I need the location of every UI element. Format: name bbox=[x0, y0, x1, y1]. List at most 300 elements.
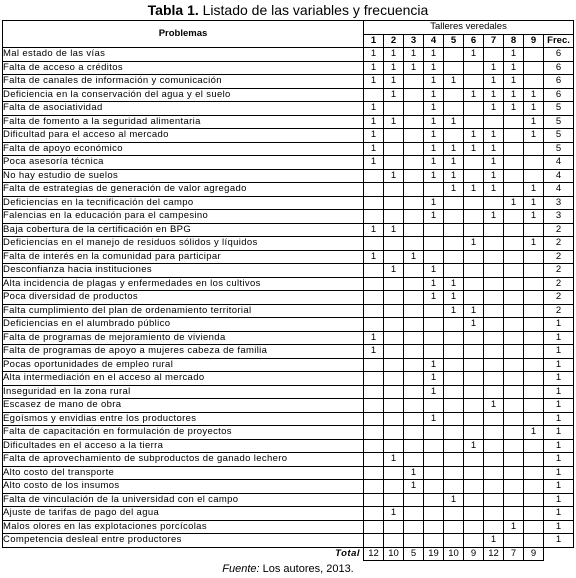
workshop-mark-cell bbox=[464, 345, 484, 359]
table-row bbox=[3, 61, 574, 75]
workshop-mark-cell bbox=[404, 169, 424, 183]
workshop-mark-cell bbox=[364, 493, 384, 507]
workshop-mark-cell bbox=[484, 115, 504, 129]
frequency-cell: 2 bbox=[544, 223, 574, 237]
workshop-mark-cell: 1 bbox=[384, 75, 404, 89]
workshop-mark-cell bbox=[504, 453, 524, 467]
frequency-cell: 2 bbox=[544, 237, 574, 251]
workshop-mark-cell bbox=[424, 520, 444, 534]
frequency-cell: 1 bbox=[544, 412, 574, 426]
workshop-mark-cell: 1 bbox=[364, 115, 384, 129]
workshop-mark-cell: 1 bbox=[464, 318, 484, 332]
workshop-mark-cell bbox=[384, 250, 404, 264]
workshop-mark-cell bbox=[384, 426, 404, 440]
workshop-mark-cell bbox=[424, 331, 444, 345]
workshop-mark-cell bbox=[404, 385, 424, 399]
problem-name: Dificultad para el acceso al mercado bbox=[3, 129, 364, 143]
table-row bbox=[3, 48, 574, 62]
workshop-mark-cell: 1 bbox=[504, 196, 524, 210]
workshop-mark-cell bbox=[504, 534, 524, 548]
workshop-mark-cell bbox=[484, 466, 504, 480]
workshop-mark-cell bbox=[364, 318, 384, 332]
frequency-cell: 3 bbox=[544, 210, 574, 224]
workshop-mark-cell bbox=[444, 264, 464, 278]
workshop-mark-cell: 1 bbox=[424, 169, 444, 183]
workshop-mark-cell: 1 bbox=[484, 61, 504, 75]
workshop-mark-cell bbox=[524, 250, 544, 264]
workshop-mark-cell: 1 bbox=[384, 115, 404, 129]
total-value-cell: 10 bbox=[444, 547, 464, 561]
workshop-mark-cell bbox=[364, 453, 384, 467]
workshop-mark-cell: 1 bbox=[484, 534, 504, 548]
workshop-mark-cell bbox=[524, 493, 544, 507]
workshop-mark-cell bbox=[364, 466, 384, 480]
workshop-mark-cell bbox=[464, 399, 484, 413]
table-source bbox=[0, 563, 576, 575]
workshop-mark-cell bbox=[444, 358, 464, 372]
workshop-mark-cell: 1 bbox=[444, 183, 464, 197]
workshop-mark-cell: 1 bbox=[424, 291, 444, 305]
workshop-mark-cell bbox=[524, 61, 544, 75]
workshop-mark-cell bbox=[524, 304, 544, 318]
workshop-mark-cell bbox=[484, 493, 504, 507]
workshop-mark-cell: 1 bbox=[364, 102, 384, 116]
table-row bbox=[3, 507, 574, 521]
workshop-mark-cell bbox=[504, 223, 524, 237]
workshop-mark-cell bbox=[404, 318, 424, 332]
workshop-mark-cell bbox=[404, 426, 424, 440]
workshop-mark-cell: 1 bbox=[484, 183, 504, 197]
workshop-mark-cell bbox=[504, 156, 524, 170]
workshop-mark-cell: 1 bbox=[444, 304, 464, 318]
workshop-mark-cell bbox=[484, 291, 504, 305]
frequency-cell: 1 bbox=[544, 534, 574, 548]
workshop-mark-cell bbox=[484, 520, 504, 534]
workshop-mark-cell bbox=[484, 237, 504, 251]
workshop-mark-cell bbox=[484, 318, 504, 332]
workshop-mark-cell bbox=[484, 250, 504, 264]
workshop-mark-cell bbox=[384, 534, 404, 548]
workshop-mark-cell bbox=[464, 156, 484, 170]
workshop-mark-cell bbox=[464, 75, 484, 89]
workshop-mark-cell bbox=[364, 88, 384, 102]
workshop-mark-cell bbox=[444, 426, 464, 440]
workshop-mark-cell bbox=[364, 534, 384, 548]
source-text: Los autores, 2013. bbox=[259, 563, 354, 575]
problem-name: Escasez de mano de obra bbox=[3, 399, 364, 413]
workshop-mark-cell bbox=[364, 480, 384, 494]
workshop-mark-cell bbox=[524, 466, 544, 480]
workshop-mark-cell bbox=[484, 426, 504, 440]
workshop-mark-cell bbox=[404, 183, 424, 197]
table-row bbox=[3, 129, 574, 143]
total-value-cell: 9 bbox=[524, 547, 544, 561]
problem-name: Falta de programas de apoyo a mujeres cabeza de familia bbox=[3, 345, 364, 359]
workshop-mark-cell: 1 bbox=[384, 223, 404, 237]
workshop-mark-cell bbox=[524, 331, 544, 345]
workshop-mark-cell bbox=[384, 493, 404, 507]
workshop-mark-cell: 1 bbox=[364, 345, 384, 359]
workshop-mark-cell bbox=[424, 534, 444, 548]
header-workshop-5: 5 bbox=[444, 34, 464, 48]
workshop-mark-cell bbox=[524, 318, 544, 332]
workshop-mark-cell: 1 bbox=[424, 102, 444, 116]
table-row bbox=[3, 142, 574, 156]
workshop-mark-cell: 1 bbox=[424, 75, 444, 89]
total-value-cell: 7 bbox=[504, 547, 524, 561]
workshop-mark-cell: 1 bbox=[504, 48, 524, 62]
workshop-mark-cell: 1 bbox=[364, 61, 384, 75]
problem-name: Falta de interés en la comunidad para participar bbox=[3, 250, 364, 264]
workshop-mark-cell bbox=[444, 466, 464, 480]
totals-row bbox=[3, 547, 574, 561]
workshop-mark-cell bbox=[504, 358, 524, 372]
workshop-mark-cell: 1 bbox=[484, 142, 504, 156]
workshop-mark-cell bbox=[384, 210, 404, 224]
header-workshop-3: 3 bbox=[404, 34, 424, 48]
workshop-mark-cell bbox=[484, 277, 504, 291]
workshop-mark-cell bbox=[384, 358, 404, 372]
workshop-mark-cell bbox=[424, 345, 444, 359]
table-row bbox=[3, 345, 574, 359]
workshop-mark-cell: 1 bbox=[424, 142, 444, 156]
workshop-mark-cell bbox=[484, 412, 504, 426]
frequency-cell: 1 bbox=[544, 480, 574, 494]
problem-name: Pocas oportunidades de empleo rural bbox=[3, 358, 364, 372]
workshop-mark-cell: 1 bbox=[524, 183, 544, 197]
caption-text: Listado de las variables y frecuencia bbox=[198, 2, 429, 18]
workshop-mark-cell bbox=[464, 277, 484, 291]
workshop-mark-cell bbox=[384, 466, 404, 480]
workshop-mark-cell bbox=[504, 250, 524, 264]
total-value-cell: 12 bbox=[484, 547, 504, 561]
workshop-mark-cell bbox=[524, 156, 544, 170]
workshop-mark-cell bbox=[464, 115, 484, 129]
table-row bbox=[3, 277, 574, 291]
header-workshop-9: 9 bbox=[524, 34, 544, 48]
problem-name: Poca diversidad de productos bbox=[3, 291, 364, 305]
workshop-mark-cell: 1 bbox=[524, 237, 544, 251]
frequency-cell: 1 bbox=[544, 345, 574, 359]
table-row bbox=[3, 534, 574, 548]
workshop-mark-cell bbox=[384, 480, 404, 494]
workshop-mark-cell bbox=[404, 264, 424, 278]
workshop-mark-cell: 1 bbox=[524, 88, 544, 102]
workshop-mark-cell bbox=[404, 237, 424, 251]
workshop-mark-cell bbox=[444, 439, 464, 453]
workshop-mark-cell: 1 bbox=[364, 129, 384, 143]
workshop-mark-cell bbox=[504, 480, 524, 494]
frequency-cell: 5 bbox=[544, 102, 574, 116]
table-row bbox=[3, 156, 574, 170]
workshop-mark-cell bbox=[364, 426, 384, 440]
workshop-mark-cell bbox=[484, 453, 504, 467]
frequency-cell: 1 bbox=[544, 507, 574, 521]
workshop-mark-cell: 1 bbox=[524, 210, 544, 224]
table-row bbox=[3, 372, 574, 386]
workshop-mark-cell: 1 bbox=[384, 453, 404, 467]
problem-name: Egoísmos y envidias entre los productores bbox=[3, 412, 364, 426]
problem-name: Dificultades en el acceso a la tierra bbox=[3, 439, 364, 453]
workshop-mark-cell bbox=[364, 196, 384, 210]
workshop-mark-cell bbox=[404, 493, 424, 507]
workshop-mark-cell bbox=[464, 507, 484, 521]
frequency-cell: 2 bbox=[544, 304, 574, 318]
workshop-mark-cell bbox=[404, 210, 424, 224]
table-row bbox=[3, 331, 574, 345]
problem-name: Falta de capacitación en formulación de proyectos bbox=[3, 426, 364, 440]
workshop-mark-cell bbox=[404, 75, 424, 89]
workshop-mark-cell bbox=[444, 534, 464, 548]
workshop-mark-cell bbox=[464, 493, 484, 507]
workshop-mark-cell bbox=[464, 264, 484, 278]
workshop-mark-cell: 1 bbox=[424, 61, 444, 75]
workshop-mark-cell bbox=[464, 250, 484, 264]
workshop-mark-cell: 1 bbox=[504, 61, 524, 75]
workshop-mark-cell bbox=[504, 304, 524, 318]
workshop-mark-cell bbox=[524, 345, 544, 359]
frequency-cell: 6 bbox=[544, 88, 574, 102]
frequency-cell: 1 bbox=[544, 399, 574, 413]
workshop-mark-cell bbox=[504, 210, 524, 224]
problem-name: Ajuste de tarifas de pago del agua bbox=[3, 507, 364, 521]
workshop-mark-cell bbox=[364, 237, 384, 251]
table-row bbox=[3, 115, 574, 129]
workshop-mark-cell bbox=[504, 399, 524, 413]
table-row bbox=[3, 385, 574, 399]
workshop-mark-cell bbox=[464, 534, 484, 548]
table-row bbox=[3, 399, 574, 413]
workshop-mark-cell bbox=[444, 507, 464, 521]
frequency-cell: 3 bbox=[544, 196, 574, 210]
workshop-mark-cell bbox=[504, 331, 524, 345]
workshop-mark-cell bbox=[444, 237, 464, 251]
workshop-mark-cell bbox=[464, 520, 484, 534]
workshop-mark-cell bbox=[404, 507, 424, 521]
workshop-mark-cell bbox=[464, 291, 484, 305]
frequency-cell: 1 bbox=[544, 493, 574, 507]
workshop-mark-cell: 1 bbox=[464, 183, 484, 197]
workshop-mark-cell: 1 bbox=[424, 210, 444, 224]
workshop-mark-cell bbox=[424, 453, 444, 467]
workshop-mark-cell bbox=[404, 534, 424, 548]
workshop-mark-cell: 1 bbox=[464, 439, 484, 453]
problem-name: Falta de aprovechamiento de subproductos de ganado lechero bbox=[3, 453, 364, 467]
frequency-cell: 1 bbox=[544, 385, 574, 399]
frequency-cell: 4 bbox=[544, 156, 574, 170]
problem-name: Deficiencias en el manejo de residuos sólidos y líquidos bbox=[3, 237, 364, 251]
workshop-mark-cell bbox=[404, 439, 424, 453]
workshop-mark-cell: 1 bbox=[404, 466, 424, 480]
table-row bbox=[3, 453, 574, 467]
frequency-cell: 1 bbox=[544, 318, 574, 332]
workshop-mark-cell bbox=[384, 318, 404, 332]
workshop-mark-cell: 1 bbox=[464, 304, 484, 318]
workshop-mark-cell bbox=[484, 48, 504, 62]
workshop-mark-cell bbox=[424, 304, 444, 318]
workshop-mark-cell bbox=[504, 507, 524, 521]
header-workshop-8: 8 bbox=[504, 34, 524, 48]
workshop-mark-cell bbox=[504, 345, 524, 359]
problem-name: Falta de estrategias de generación de valor agregado bbox=[3, 183, 364, 197]
workshop-mark-cell bbox=[524, 399, 544, 413]
table-row bbox=[3, 304, 574, 318]
problem-name: Falencias en la educación para el campesino bbox=[3, 210, 364, 224]
table-row bbox=[3, 426, 574, 440]
problem-name: Falta de fomento a la seguridad alimentaria bbox=[3, 115, 364, 129]
workshop-mark-cell bbox=[404, 372, 424, 386]
workshop-mark-cell bbox=[404, 156, 424, 170]
workshop-mark-cell bbox=[384, 372, 404, 386]
workshop-mark-cell bbox=[424, 507, 444, 521]
workshop-mark-cell bbox=[404, 358, 424, 372]
workshop-mark-cell bbox=[404, 142, 424, 156]
workshop-mark-cell bbox=[524, 372, 544, 386]
workshop-mark-cell: 1 bbox=[444, 115, 464, 129]
workshop-mark-cell bbox=[464, 61, 484, 75]
workshop-mark-cell bbox=[404, 520, 424, 534]
workshop-mark-cell bbox=[364, 304, 384, 318]
workshop-mark-cell: 1 bbox=[384, 169, 404, 183]
table-row bbox=[3, 75, 574, 89]
workshop-mark-cell bbox=[524, 48, 544, 62]
variables-frequency-table bbox=[2, 20, 574, 561]
workshop-mark-cell: 1 bbox=[504, 75, 524, 89]
workshop-mark-cell bbox=[364, 277, 384, 291]
workshop-mark-cell bbox=[484, 196, 504, 210]
frequency-cell: 4 bbox=[544, 169, 574, 183]
workshop-mark-cell bbox=[364, 399, 384, 413]
frequency-cell: 2 bbox=[544, 250, 574, 264]
workshop-mark-cell bbox=[444, 196, 464, 210]
workshop-mark-cell bbox=[384, 156, 404, 170]
workshop-mark-cell bbox=[364, 372, 384, 386]
workshop-mark-cell: 1 bbox=[424, 48, 444, 62]
table-row bbox=[3, 480, 574, 494]
table-row bbox=[3, 183, 574, 197]
workshop-mark-cell bbox=[384, 331, 404, 345]
table-row bbox=[3, 88, 574, 102]
problem-name: Falta de canales de información y comunicación bbox=[3, 75, 364, 89]
workshop-mark-cell bbox=[404, 102, 424, 116]
workshop-mark-cell bbox=[364, 520, 384, 534]
problem-name: Falta de acceso a créditos bbox=[3, 61, 364, 75]
workshop-mark-cell bbox=[364, 385, 384, 399]
workshop-mark-cell bbox=[464, 466, 484, 480]
workshop-mark-cell bbox=[464, 426, 484, 440]
frequency-cell: 4 bbox=[544, 183, 574, 197]
total-label: Total bbox=[335, 547, 360, 559]
workshop-mark-cell bbox=[384, 142, 404, 156]
header-frecuencia: Frec. bbox=[544, 34, 574, 48]
frequency-cell: 1 bbox=[544, 439, 574, 453]
header-talleres-veredales: Talleres veredales bbox=[364, 21, 574, 35]
problem-name: Desconfianza hacia instituciones bbox=[3, 264, 364, 278]
workshop-mark-cell: 1 bbox=[464, 129, 484, 143]
frequency-cell: 1 bbox=[544, 372, 574, 386]
workshop-mark-cell: 1 bbox=[424, 196, 444, 210]
workshop-mark-cell bbox=[484, 480, 504, 494]
workshop-mark-cell bbox=[444, 129, 464, 143]
workshop-mark-cell bbox=[424, 250, 444, 264]
source-label: Fuente: bbox=[222, 563, 260, 575]
table-row bbox=[3, 223, 574, 237]
workshop-mark-cell bbox=[524, 223, 544, 237]
workshop-mark-cell bbox=[364, 507, 384, 521]
workshop-mark-cell: 1 bbox=[464, 48, 484, 62]
workshop-mark-cell bbox=[524, 169, 544, 183]
workshop-mark-cell bbox=[404, 277, 424, 291]
workshop-mark-cell bbox=[444, 385, 464, 399]
workshop-mark-cell: 1 bbox=[524, 129, 544, 143]
workshop-mark-cell bbox=[384, 439, 404, 453]
workshop-mark-cell: 1 bbox=[404, 480, 424, 494]
workshop-mark-cell bbox=[384, 291, 404, 305]
workshop-mark-cell: 1 bbox=[444, 277, 464, 291]
workshop-mark-cell bbox=[524, 264, 544, 278]
frequency-cell: 5 bbox=[544, 129, 574, 143]
workshop-mark-cell: 1 bbox=[464, 88, 484, 102]
problem-name: Alto costo del transporte bbox=[3, 466, 364, 480]
workshop-mark-cell bbox=[424, 466, 444, 480]
table-body bbox=[3, 48, 574, 561]
workshop-mark-cell bbox=[504, 264, 524, 278]
workshop-mark-cell bbox=[384, 102, 404, 116]
workshop-mark-cell bbox=[464, 196, 484, 210]
table-row bbox=[3, 412, 574, 426]
workshop-mark-cell bbox=[504, 115, 524, 129]
workshop-mark-cell bbox=[464, 358, 484, 372]
workshop-mark-cell bbox=[364, 183, 384, 197]
workshop-mark-cell: 1 bbox=[404, 48, 424, 62]
workshop-mark-cell bbox=[464, 102, 484, 116]
problem-name: Alta intermediación en el acceso al mercado bbox=[3, 372, 364, 386]
problem-name: Falta de vinculación de la universidad con el campo bbox=[3, 493, 364, 507]
workshop-mark-cell bbox=[444, 102, 464, 116]
workshop-mark-cell bbox=[524, 75, 544, 89]
workshop-mark-cell bbox=[504, 129, 524, 143]
workshop-mark-cell: 1 bbox=[424, 277, 444, 291]
workshop-mark-cell: 1 bbox=[384, 88, 404, 102]
workshop-mark-cell bbox=[504, 169, 524, 183]
workshop-mark-cell: 1 bbox=[524, 426, 544, 440]
workshop-mark-cell bbox=[464, 372, 484, 386]
workshop-mark-cell: 1 bbox=[464, 237, 484, 251]
workshop-mark-cell: 1 bbox=[424, 156, 444, 170]
problem-name: Falta cumplimiento del plan de ordenamiento territorial bbox=[3, 304, 364, 318]
workshop-mark-cell: 1 bbox=[484, 88, 504, 102]
table-row bbox=[3, 520, 574, 534]
workshop-mark-cell: 1 bbox=[484, 129, 504, 143]
workshop-mark-cell: 1 bbox=[524, 102, 544, 116]
workshop-mark-cell bbox=[404, 453, 424, 467]
workshop-mark-cell bbox=[504, 493, 524, 507]
workshop-mark-cell bbox=[384, 183, 404, 197]
workshop-mark-cell: 1 bbox=[524, 115, 544, 129]
workshop-mark-cell: 1 bbox=[364, 250, 384, 264]
workshop-mark-cell bbox=[524, 142, 544, 156]
workshop-mark-cell bbox=[504, 426, 524, 440]
table-row bbox=[3, 210, 574, 224]
workshop-mark-cell bbox=[504, 142, 524, 156]
workshop-mark-cell bbox=[464, 412, 484, 426]
workshop-mark-cell bbox=[384, 277, 404, 291]
total-blank-cell bbox=[544, 547, 574, 561]
workshop-mark-cell bbox=[504, 277, 524, 291]
workshop-mark-cell bbox=[504, 466, 524, 480]
problem-name: Inseguridad en la zona rural bbox=[3, 385, 364, 399]
workshop-mark-cell: 1 bbox=[384, 264, 404, 278]
